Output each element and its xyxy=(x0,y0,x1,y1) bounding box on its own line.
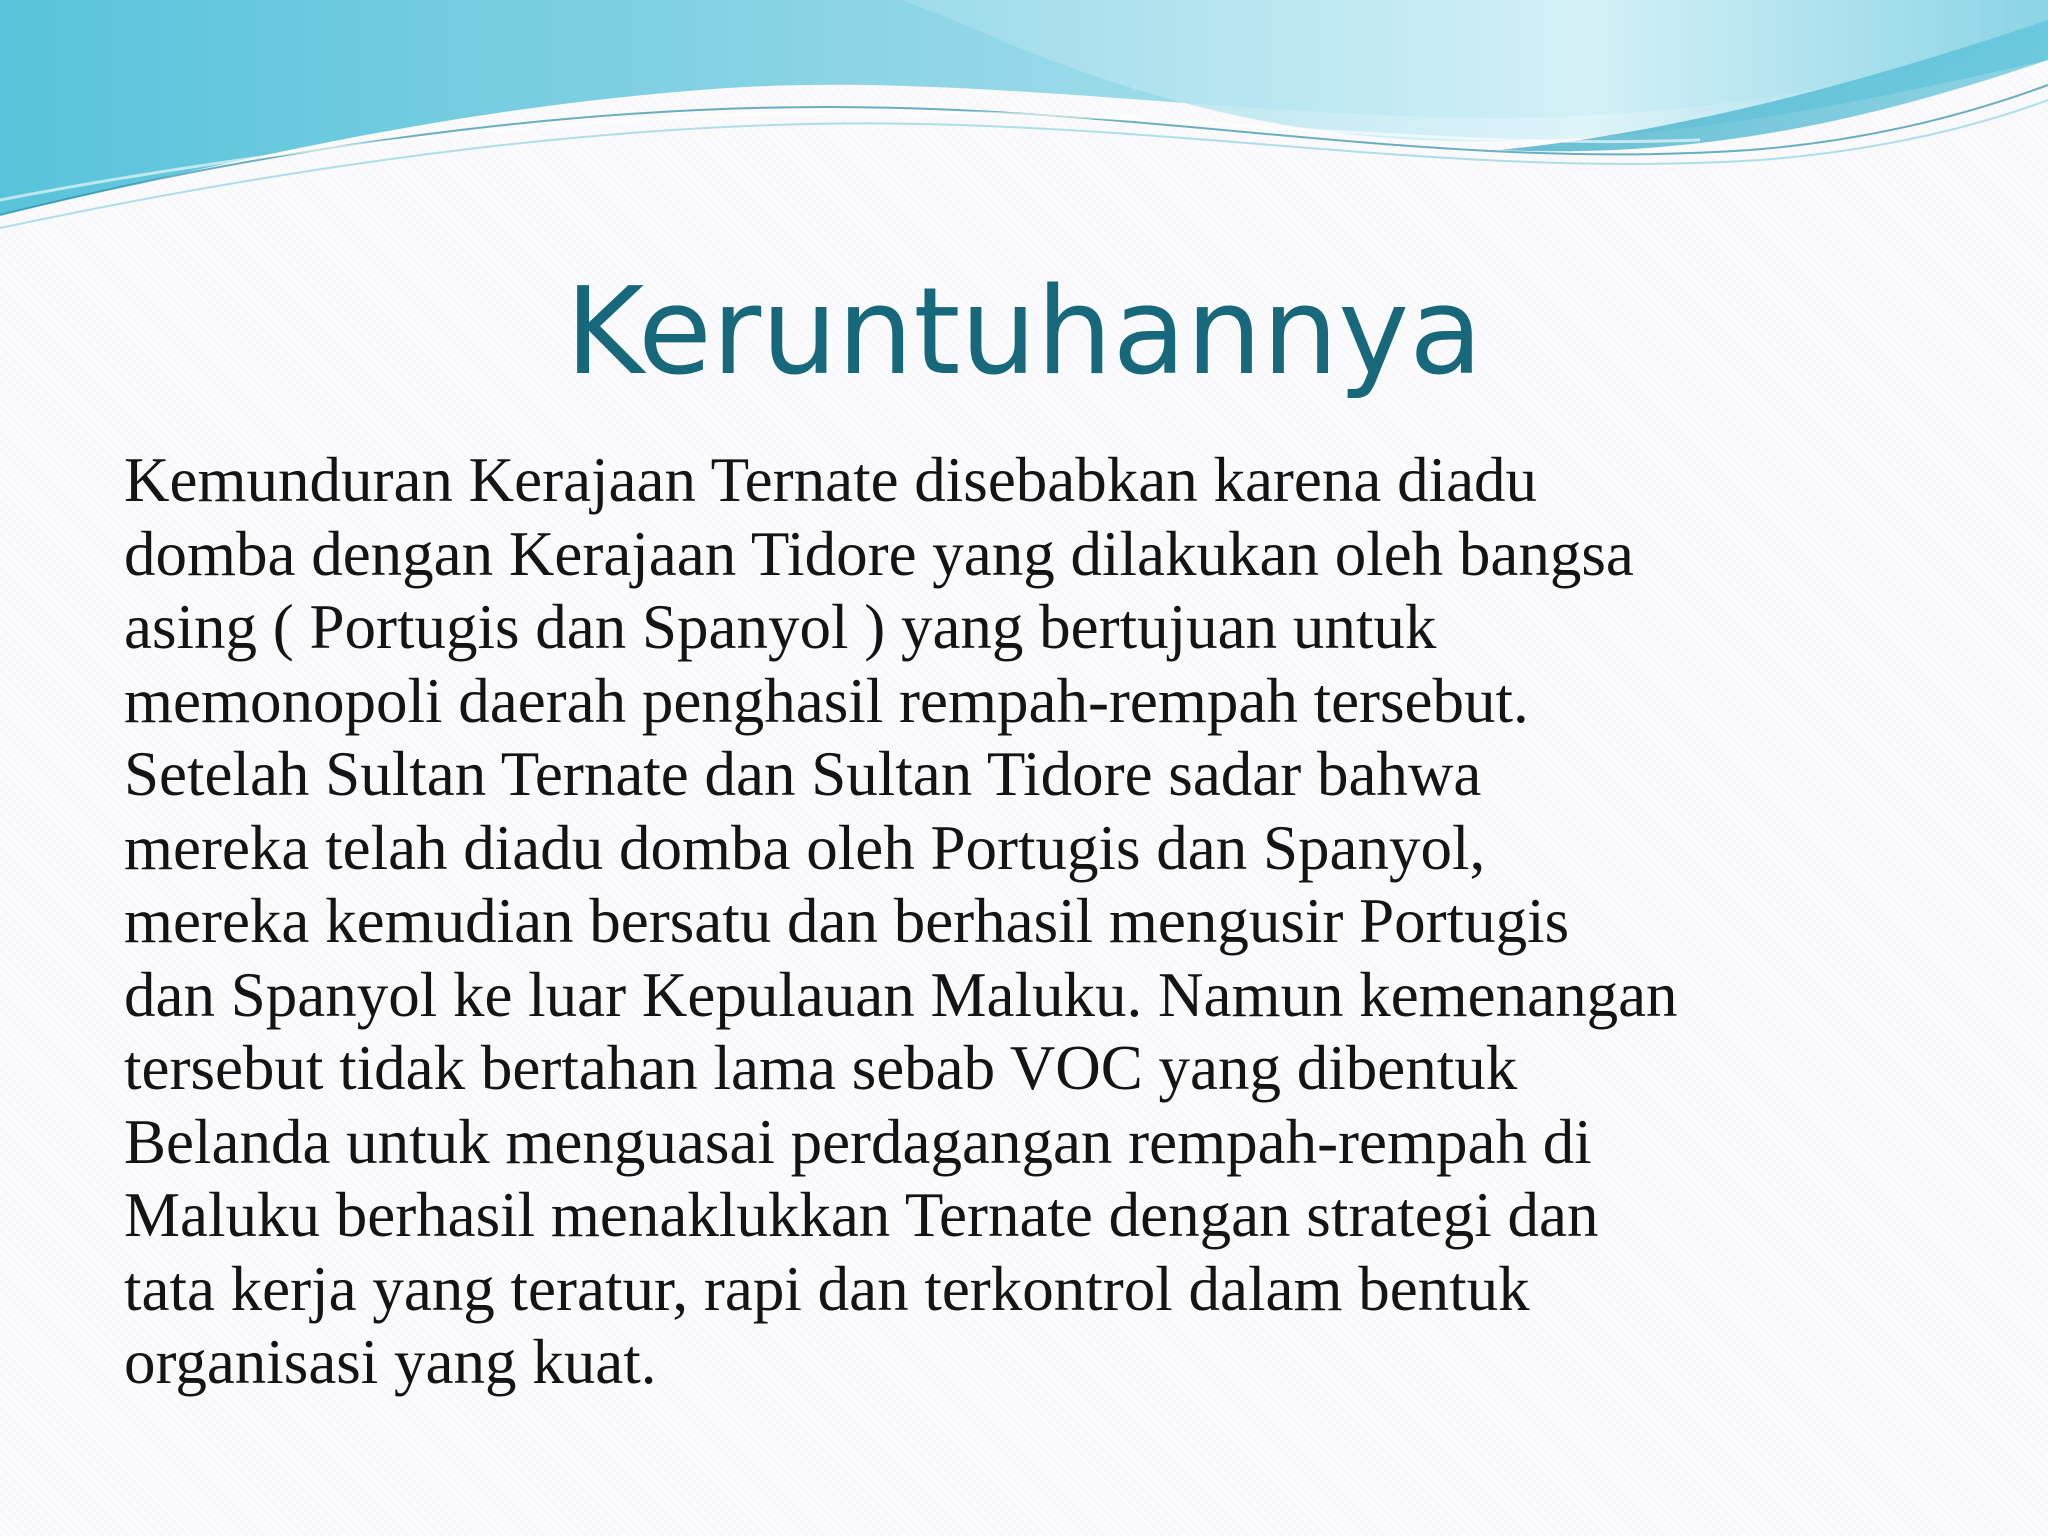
header-wave-decoration xyxy=(0,0,2048,240)
body-line: tersebut tidak bertahan lama sebab VOC yang dibentuk xyxy=(124,1033,1518,1103)
slide-body xyxy=(124,444,2024,1400)
slide-title: Keruntuhannya xyxy=(565,263,1483,402)
body-line: domba dengan Kerajaan Tidore yang dilakukan oleh bangsa xyxy=(124,518,1634,589)
body-line: organisasi yang kuat. xyxy=(124,1327,657,1397)
body-line: memonopoli daerah penghasil rempah-rempah tersebut. xyxy=(124,665,1529,736)
body-line: mereka kemudian bersatu dan berhasil mengusir Portugis xyxy=(124,886,1570,956)
body-line: dan Spanyol ke luar Kepulauan Maluku. Namun kemenangan xyxy=(124,959,1678,1030)
body-line: Kemunduran Kerajaan Ternate disebabkan karena diadu xyxy=(124,445,1538,515)
body-line: mereka telah diadu domba oleh Portugis dan Spanyol, xyxy=(124,812,1486,883)
body-line: tata kerja yang teratur, rapi dan terkontrol dalam bentuk xyxy=(124,1253,1530,1324)
body-line: Maluku berhasil menaklukkan Ternate dengan strategi dan xyxy=(124,1180,1599,1250)
body-line: asing ( Portugis dan Spanyol ) yang bertujuan untuk xyxy=(124,592,1437,662)
body-line: Belanda untuk menguasai perdagangan rempah-rempah di xyxy=(124,1106,1592,1177)
body-line: Setelah Sultan Ternate dan Sultan Tidore sadar bahwa xyxy=(124,739,1482,809)
